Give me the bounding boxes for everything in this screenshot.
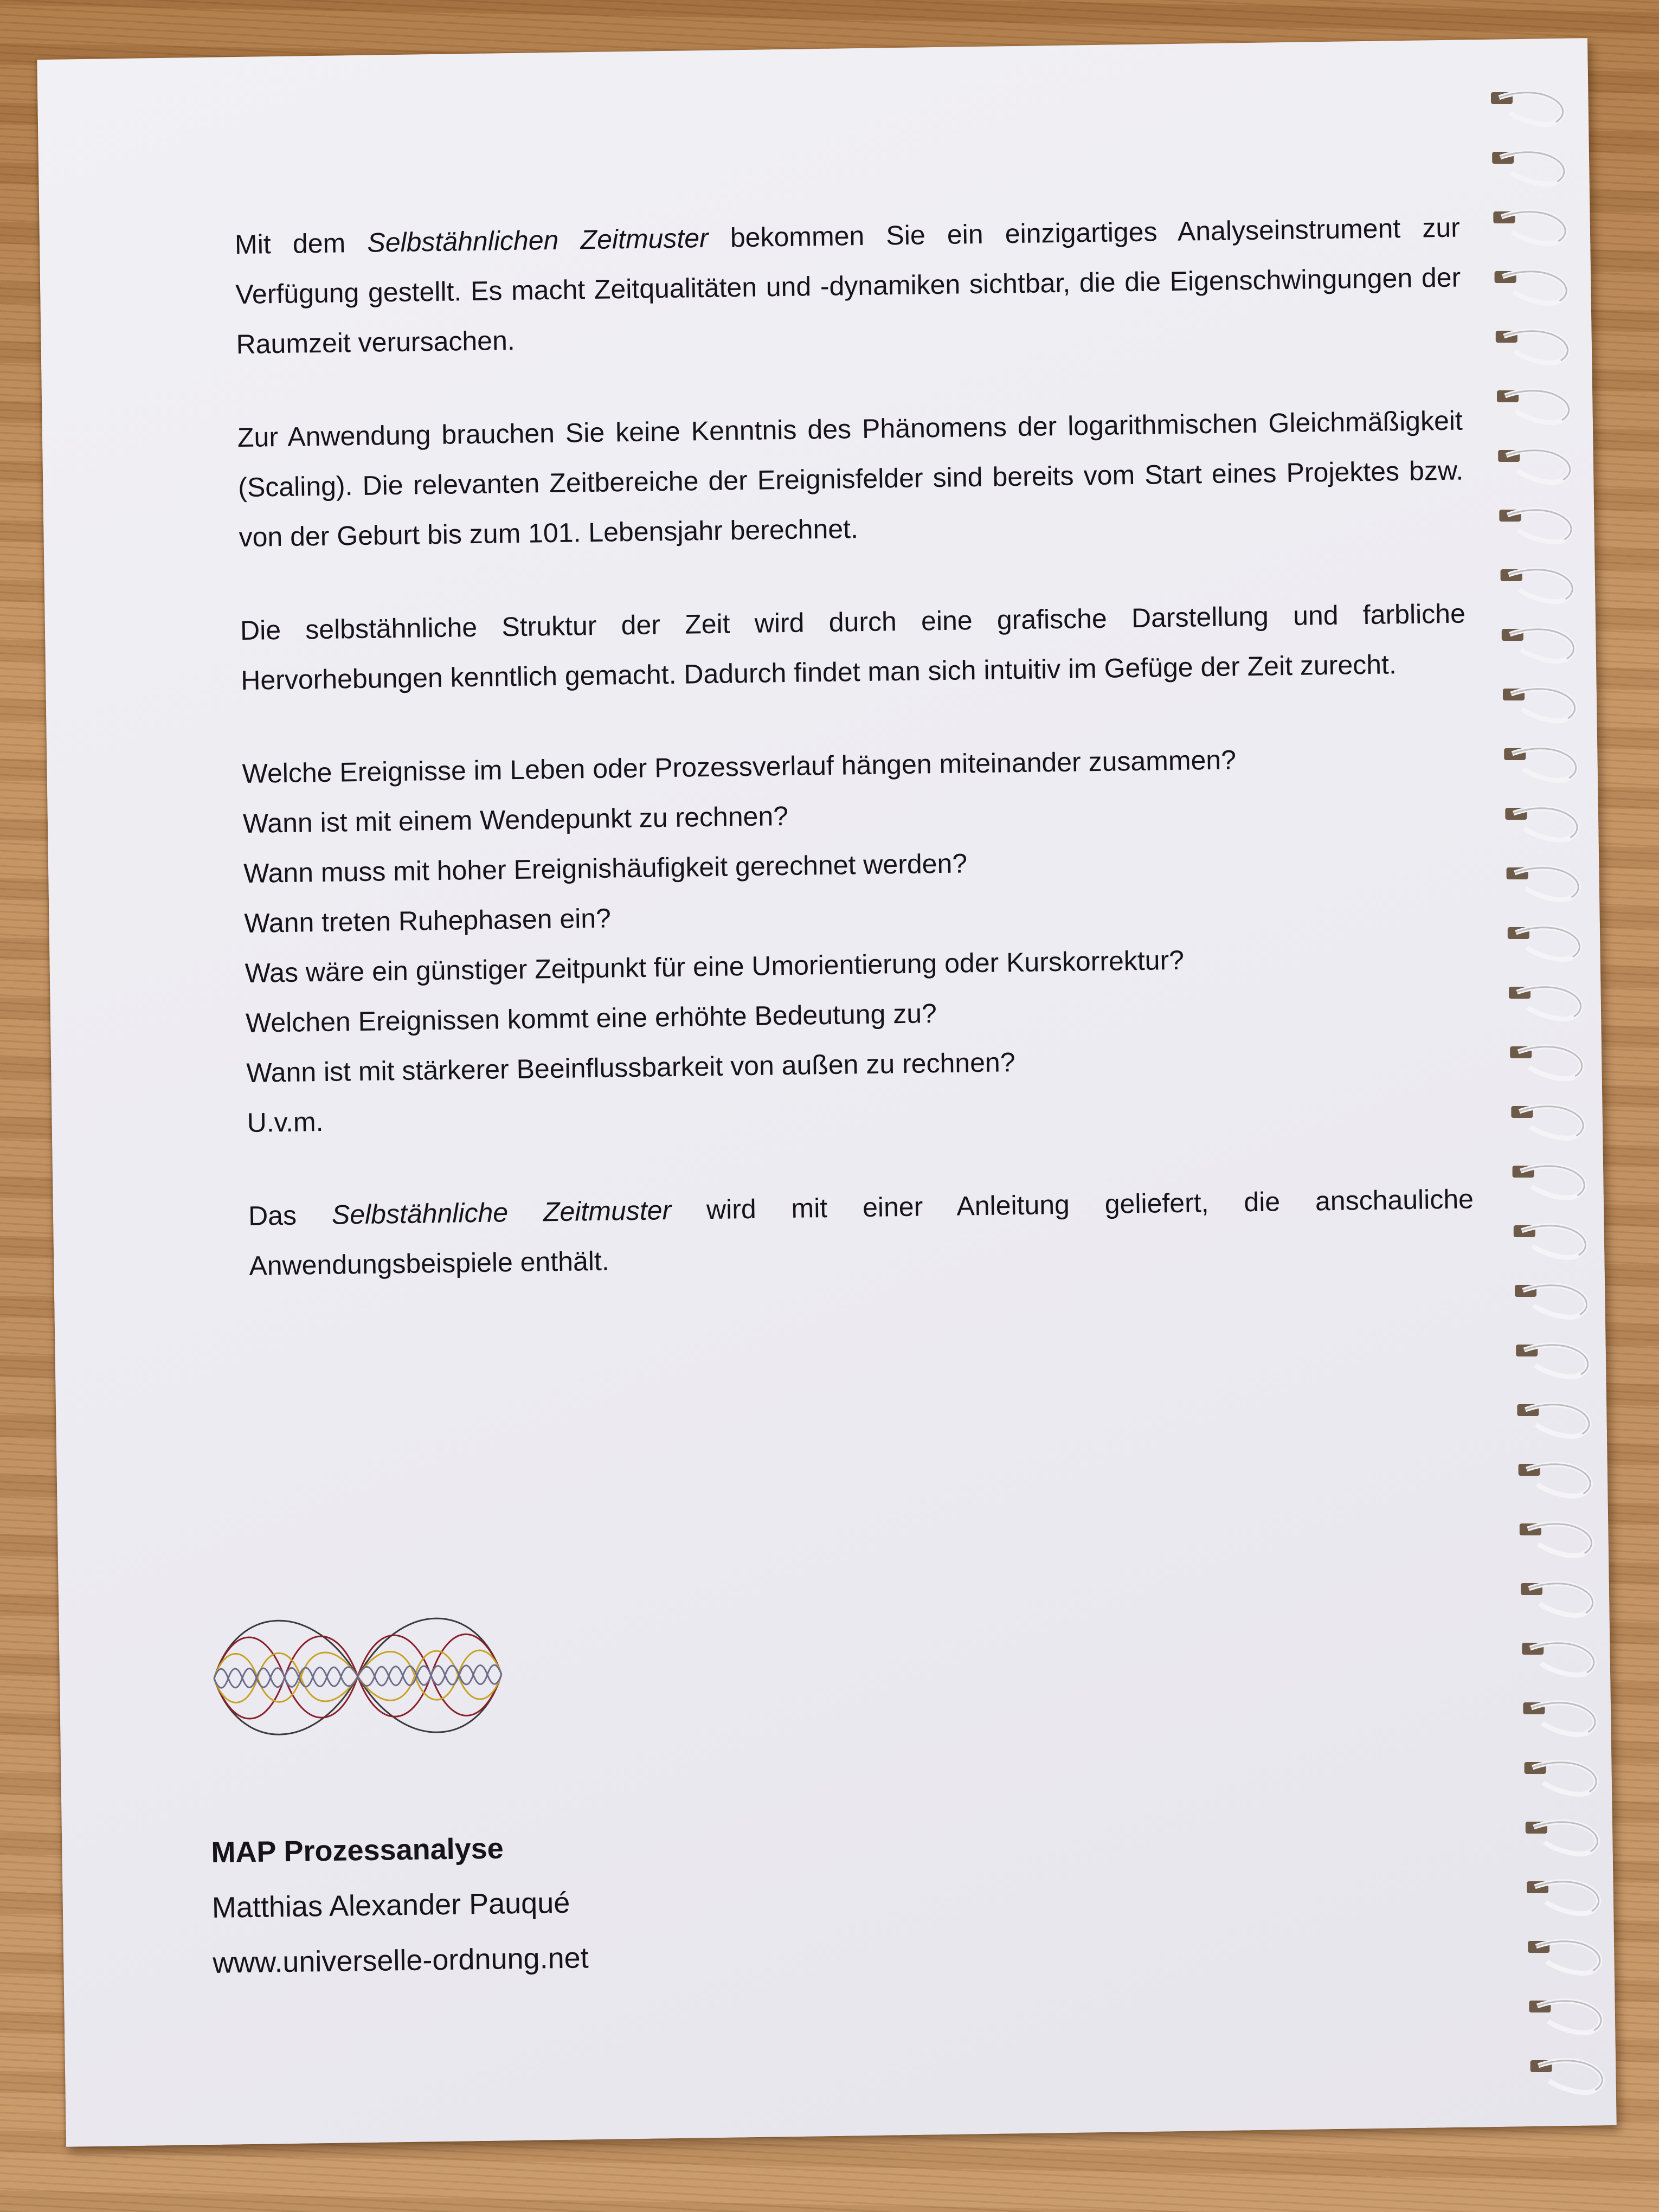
binding-coil — [1493, 211, 1565, 244]
binding-coil — [1505, 808, 1577, 840]
binding-coil — [1507, 867, 1579, 900]
question-item: U.v.m. — [247, 1106, 324, 1138]
binding-coil — [1531, 2060, 1603, 2093]
binding-coil — [1492, 152, 1564, 184]
binding-coil — [1526, 1822, 1598, 1854]
question-item: Wann ist mit einem Wendepunkt zu rechnen? — [242, 800, 789, 839]
question-item: Wann muss mit hoher Ereignishäufigkeit gerechnet werden? — [243, 848, 968, 889]
logo-envelope-upper — [214, 1617, 501, 1678]
website-url: www.universelle-ordnung.net — [212, 1941, 589, 1979]
binding-coil — [1514, 1225, 1586, 1258]
binding-coil — [1515, 1285, 1587, 1317]
binding-coil — [1497, 390, 1569, 423]
binding-coil — [1498, 450, 1570, 483]
body-text — [234, 203, 1475, 1334]
binding-coil — [1523, 1702, 1595, 1735]
question-item: Welche Ereignisse im Leben oder Prozessverlauf hängen miteinander zusammen? — [242, 744, 1237, 789]
binding-coil — [1496, 331, 1568, 363]
question-list — [242, 731, 1472, 1147]
binding-coil — [1499, 510, 1571, 542]
binding-coil — [1520, 1523, 1592, 1556]
company-name: MAP Prozessanalyse — [211, 1832, 504, 1869]
question-item: Wann ist mit stärkerer Beeinflussbarkeit von außen zu rechnen? — [246, 1047, 1015, 1088]
product-name-italic: Selbstähnliche Zeitmuster — [331, 1195, 672, 1230]
product-name-italic: Selbstähnlichen Zeitmuster — [366, 222, 709, 258]
closing-paragraph: Das Selbstähnliche Zeitmuster wird mit einer Anleitung geliefert, die anschauliche Anwendungsbeispiele enthält. — [248, 1184, 1474, 1281]
author-name: Matthias Alexander Pauqué — [211, 1886, 570, 1924]
usage-paragraph: Zur Anwendung brauchen Sie keine Kenntnis des Phänomens der logarithmischen Gleichmäßigkeit (Scaling). Die relevanten Zeitbereiche der Ereignisfelder sind bereits vom Start eines Projektes bzw. von der Geburt bis zum 101. Lebensjahr berechnet. — [237, 405, 1464, 553]
binding-coil — [1522, 1643, 1594, 1675]
logo-envelope-lower — [214, 1674, 502, 1735]
binding-coil — [1502, 629, 1574, 661]
spiral-binding — [1486, 81, 1648, 2109]
document-page — [37, 38, 1616, 2147]
binding-coil — [1521, 1583, 1593, 1616]
binding-coil — [1508, 927, 1580, 960]
question-item: Was wäre ein günstiger Zeitpunkt für eine Umorientierung oder Kurskorrektur? — [245, 944, 1185, 988]
binding-coil — [1509, 987, 1581, 1019]
structure-paragraph: Die selbstähnliche Struktur der Zeit wird durch eine grafische Darstellung und farbliche Hervorhebungen kenntlich gemacht. Dadurch findet man sich intuitiv im Gefüge der Zeit zurecht. — [240, 598, 1466, 696]
binding-coil — [1513, 1166, 1585, 1198]
binding-coil — [1528, 1941, 1600, 1973]
wave-pattern-logo — [205, 1587, 511, 1771]
intro-paragraph: Mit dem Selbstähnlichen Zeitmuster bekommen Sie ein einzigartiges Analyseinstrument zur Verfügung gestellt. Es macht Zeitqualitäten und -dynamiken sichtbar, die die Eigenschwingungen der Raumzeit verursachen. — [234, 212, 1461, 360]
binding-coil — [1501, 569, 1573, 602]
binding-coil — [1517, 1404, 1589, 1437]
binding-coil — [1527, 1881, 1599, 1914]
binding-coil — [1516, 1345, 1588, 1377]
publisher-info — [211, 1819, 589, 1991]
binding-coil — [1511, 1106, 1583, 1139]
binding-coil — [1495, 271, 1567, 304]
binding-coil — [1510, 1046, 1582, 1079]
binding-coil — [1491, 92, 1563, 125]
binding-coil — [1519, 1464, 1591, 1496]
question-item: Wann treten Ruhephasen ein? — [244, 903, 612, 938]
binding-coil — [1525, 1762, 1597, 1795]
binding-coil — [1503, 689, 1575, 721]
binding-coil — [1504, 748, 1576, 781]
binding-coil — [1529, 2001, 1601, 2033]
question-item: Welchen Ereignissen kommt eine erhöhte Bedeutung zu? — [245, 998, 937, 1038]
